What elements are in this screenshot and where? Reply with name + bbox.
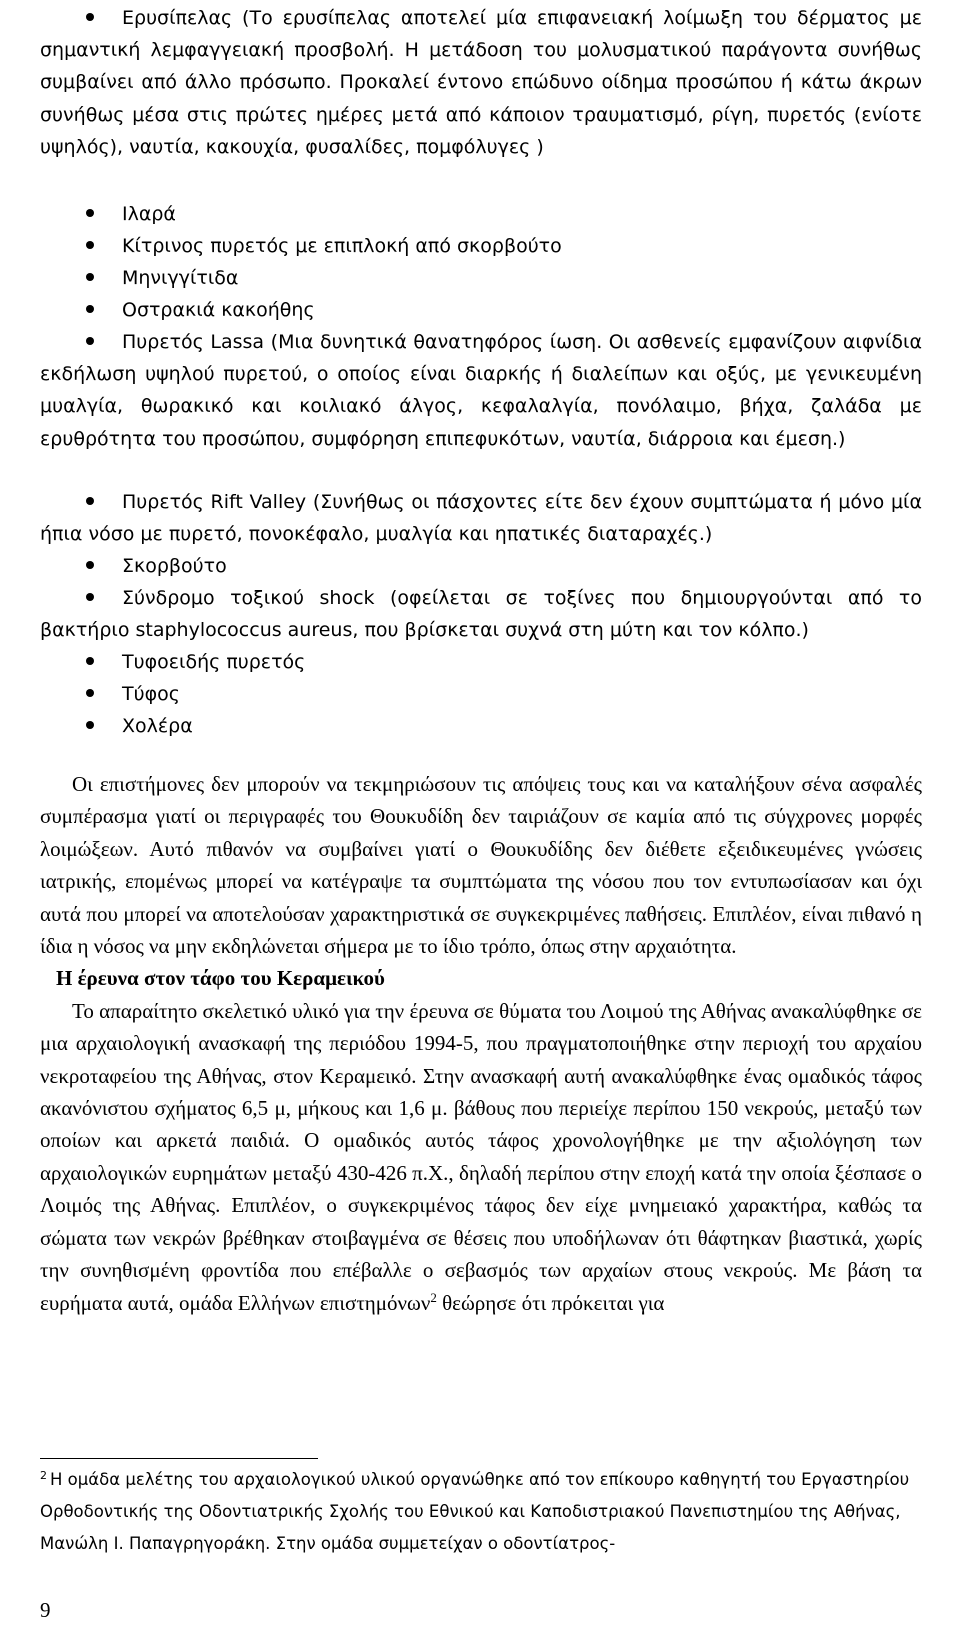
bullet-dot-icon: [86, 13, 94, 21]
bullet-dot-icon: [86, 337, 94, 345]
bullet-dot-icon: [86, 241, 94, 249]
list-item-text: Κίτρινος πυρετός με επιπλοκή από σκορβούτο: [122, 235, 562, 257]
bullet-dot-icon: [86, 689, 94, 697]
bullet-dot-icon: [86, 593, 94, 601]
list-item-text: Ερυσίπελας (Το ερυσίπελας αποτελεί μία επιφανειακή λοίμωξη του δέρματος με σημαντική λεμφαγγειακή προσβολή. Η μετάδοση του μολυσματικού παράγοντα συνήθως συμβαίνει από άλλο πρόσωπο. Προκαλεί έντονο επώδυνο οίδημα προσώπου ή κάτω άκρων συνήθως μέσα στις πρώτες ημέρες μετά από κάποιον τραυματισμό, ρίγη, πυρετός (ενίοτε υψηλός), ναυτία, κακουχία, φυσαλίδες, πομφόλυγες ): [40, 7, 922, 158]
bullet-dot-icon: [86, 561, 94, 569]
paragraph-2-tail: θεώρησε ότι πρόκειται για: [436, 1290, 665, 1315]
bullet-dot-icon: [86, 721, 94, 729]
list-item-text: Ιλαρά: [122, 203, 176, 225]
bullet-dot-icon: [86, 209, 94, 217]
list-item-text: Πυρετός Rift Valley (Συνήθως οι πάσχοντες είτε δεν έχουν συμπτώματα ή μόνο μία ήπια νόσο με πυρετό, πονοκέφαλο, μυαλγία και ηπατικές διαταραχές.): [40, 491, 922, 546]
list-item: [40, 486, 922, 550]
bullet-dot-icon: [86, 305, 94, 313]
footnote-text: Η ομάδα μελέτης του αρχαιολογικού υλικού οργανώθηκε από τον επίκουρο καθηγητή του Εργαστηρίου Ορθοδοντικής της Οδοντιατρικής Σχολής του Εθνικού και Καποδιστριακού Πανεπιστημίου της Αθήνας, Μανώλη Ι. Παπαγρηγοράκη. Στην ομάδα συμμετείχαν ο οδοντίατρος-: [40, 1470, 910, 1553]
list-item: [40, 678, 922, 710]
list-item: [40, 646, 922, 678]
section-heading: Η έρευνα στον τάφο του Κεραμεικού: [56, 966, 385, 991]
footnote: [40, 1464, 930, 1560]
list-item: [40, 2, 922, 163]
body-paragraph-1-block: [40, 768, 922, 1319]
list-item-text: Μηνιγγίτιδα: [122, 267, 239, 289]
list-item: [40, 262, 922, 294]
list-item-text: Τύφος: [122, 683, 180, 705]
list-item-text: Τυφοειδής πυρετός: [122, 651, 306, 673]
bullet-dot-icon: [86, 657, 94, 665]
list-item-text: Χολέρα: [122, 715, 193, 737]
list-item: [40, 582, 922, 646]
list-item-text: Σύνδρομο τοξικού shock (οφείλεται σε τοξίνες που δημιουργούνται από το βακτήριο staphylococcus aureus, που βρίσκεται συχνά στη μύτη και τον κόλπο.): [40, 587, 922, 642]
bullet-dot-icon: [86, 497, 94, 505]
list-item: [40, 326, 922, 455]
list-item-text: Πυρετός Lassa (Μια δυνητικά θανατηφόρος ίωση. Οι ασθενείς εμφανίζουν αιφνίδια εκδήλωση υψηλού πυρετού, ο οποίος είναι διαρκής ή διαλείπων και οξύς, με γενικευμένη μυαλγία, θωρακικό και κοιλιακό άλγος, κεφαλαλγία, πονόλαιμο, βήχα, ζαλάδα με ερυθρότητα του προσώπου, συμφόρηση επιπεφυκότων, ναυτία, διάρροια και έμεση.): [40, 331, 922, 450]
list-item-text: Οστρακιά κακοήθης: [122, 299, 315, 321]
bullet-dot-icon: [86, 273, 94, 281]
list-item: [40, 550, 922, 582]
footnote-separator: [40, 1458, 318, 1459]
list-item: [40, 710, 922, 742]
list-item: [40, 294, 922, 326]
list-item-text: Σκορβούτο: [122, 555, 227, 577]
body-paragraph-1: Οι επιστήμονες δεν μπορούν να τεκμηριώσουν τις απόψεις τους και να καταλήξουν σένα ασφαλές συμπέρασμα γιατί οι περιγραφές του Θουκυδίδη δεν ταιριάζουν σε καμία από τις σύγχρονες μορφές λοιμώξεων. Αυτό πιθανόν να συμβαίνει γιατί ο Θουκυδίδης δεν διέθετε εξειδικευμένες γνώσεις ιατρικής, επομένως μπορεί να κατέγραψε τα συμπτώματα της νόσου που τον εντυπωσίασαν και όχι αυτά που μπορεί να αποτελούσαν χαρακτηριστικά σε συγκεκριμένες παθήσεις. Επιπλέον, είναι πιθανό η ίδια η νόσος να μην εκδηλώνεται σήμερα με το ίδιο τρόπο, όπως στην αρχαιότητα.: [40, 772, 922, 959]
page-number: 9: [40, 1598, 51, 1622]
footnote-number: 2: [40, 1468, 47, 1482]
list-item: [40, 198, 922, 230]
body-paragraph-2: [40, 995, 922, 1319]
list-item: [40, 230, 922, 262]
footnote-reference[interactable]: 2: [430, 1289, 437, 1305]
paragraph-2-text: Το απαραίτητο σκελετικό υλικό για την έρευνα σε θύματα του Λοιμού της Αθήνας ανακαλύφθηκε σε μια αρχαιολογική ανασκαφή της περιόδου 1994-5, που πραγματοποιήθηκε στην περιοχή του αρχαίου νεκροταφείου της Αθήνας, στον Κεραμεικό. Στην ανασκαφή αυτή ανακαλύφθηκε ένας ομαδικός τάφος ακανόνιστου σχήματος 6,5 μ, μήκους και 1,6 μ. βάθους που περιείχε περίπου 150 νεκρούς, μεταξύ των οποίων και αρκετά παιδιά. Ο ομαδικός αυτός τάφος χρονολογήθηκε με την αξιολόγηση των αρχαιολογικών ευρημάτων μεταξύ 430-426 π.Χ., δηλαδή περίπου στην εποχή κατά την οποία ξέσπασε ο Λοιμός της Αθήνας. Επιπλέον, ο συγκεκριμένος τάφος δεν είχε μνημειακό χαρακτήρα, καθώς τα σώματα των νεκρών βρέθηκαν στοιβαγμένα σε θέσεις που υποδήλωναν ότι θάφτηκαν βιαστικά, χωρίς την συνηθισμένη φροντίδα που επέβαλλε ο σεβασμός των αρχαίων στους νεκρούς. Με βάση τα ευρήματα αυτά, ομάδα Ελλήνων επιστημόνων: [40, 998, 922, 1315]
